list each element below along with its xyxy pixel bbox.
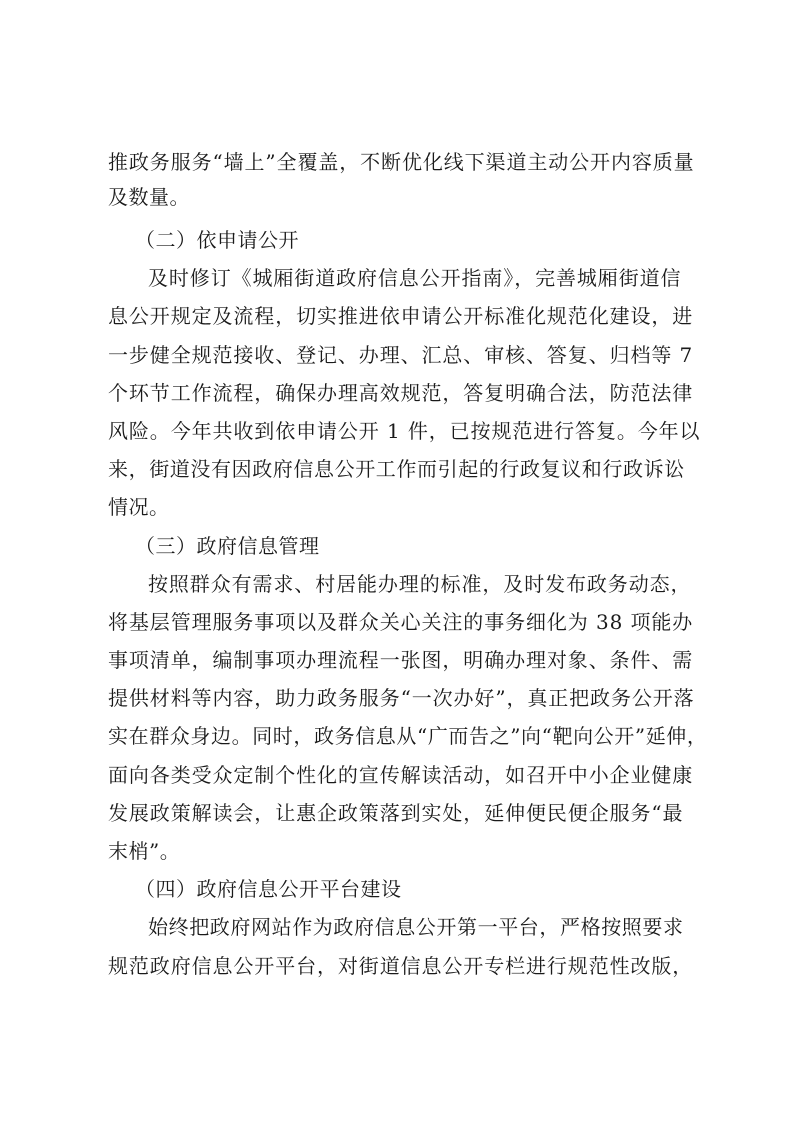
paragraph-line: 息公开规定及流程，切实推进依申请公开标准化规范化建设，进 <box>108 304 694 328</box>
paragraph-line: 一步健全规范接收、登记、办理、汇总、审核、答复、归档等 7 <box>108 343 694 367</box>
section-heading: （四）政府信息公开平台建设 <box>135 877 402 901</box>
paragraph-line: 按照群众有需求、村居能办理的标准，及时发布政务动态， <box>148 572 692 596</box>
paragraph-line: 事项清单，编制事项办理流程一张图，明确办理对象、条件、需 <box>108 648 694 672</box>
paragraph-line: 面向各类受众定制个性化的宣传解读活动，如召开中小企业健康 <box>108 763 694 787</box>
section-heading: （三）政府信息管理 <box>135 534 320 558</box>
paragraph-line: 个环节工作流程，确保办理高效规范，答复明确合法，防范法律 <box>108 381 694 405</box>
paragraph-line: 始终把政府网站作为政府信息公开第一平台，严格按照要求 <box>148 915 684 939</box>
paragraph-line: 推政务服务“墙上”全覆盖，不断优化线下渠道主动公开内容质量 <box>108 150 695 174</box>
paragraph-line: 及数量。 <box>108 185 190 209</box>
paragraph-line: 来，街道没有因政府信息公开工作而引起的行政复议和行政诉讼 <box>108 457 685 481</box>
paragraph-line: 规范政府信息公开平台，对街道信息公开专栏进行规范性改版， <box>108 954 694 978</box>
paragraph-line: 风险。今年共收到依申请公开 1 件，已按规范进行答复。今年以 <box>108 419 701 443</box>
paragraph-line: 实在群众身边。同时，政务信息从“广而告之”向“靶向公开”延伸， <box>108 724 708 748</box>
paragraph-line: 及时修订《城厢街道政府信息公开指南》，完善城厢街道信 <box>148 266 682 290</box>
paragraph-line: 末梢”。 <box>108 839 181 863</box>
paragraph-line: 提供材料等内容，助力政务服务“一次办好”，真正把政务公开落 <box>108 686 695 710</box>
paragraph-line: 情况。 <box>108 495 170 519</box>
section-heading: （二）依申请公开 <box>135 228 299 252</box>
paragraph-line: 发展政策解读会，让惠企政策落到实处，延伸便民便企服务“最 <box>108 801 684 825</box>
paragraph-line: 将基层管理服务事项以及群众关心关注的事务细化为 38 项能办 <box>108 610 694 634</box>
